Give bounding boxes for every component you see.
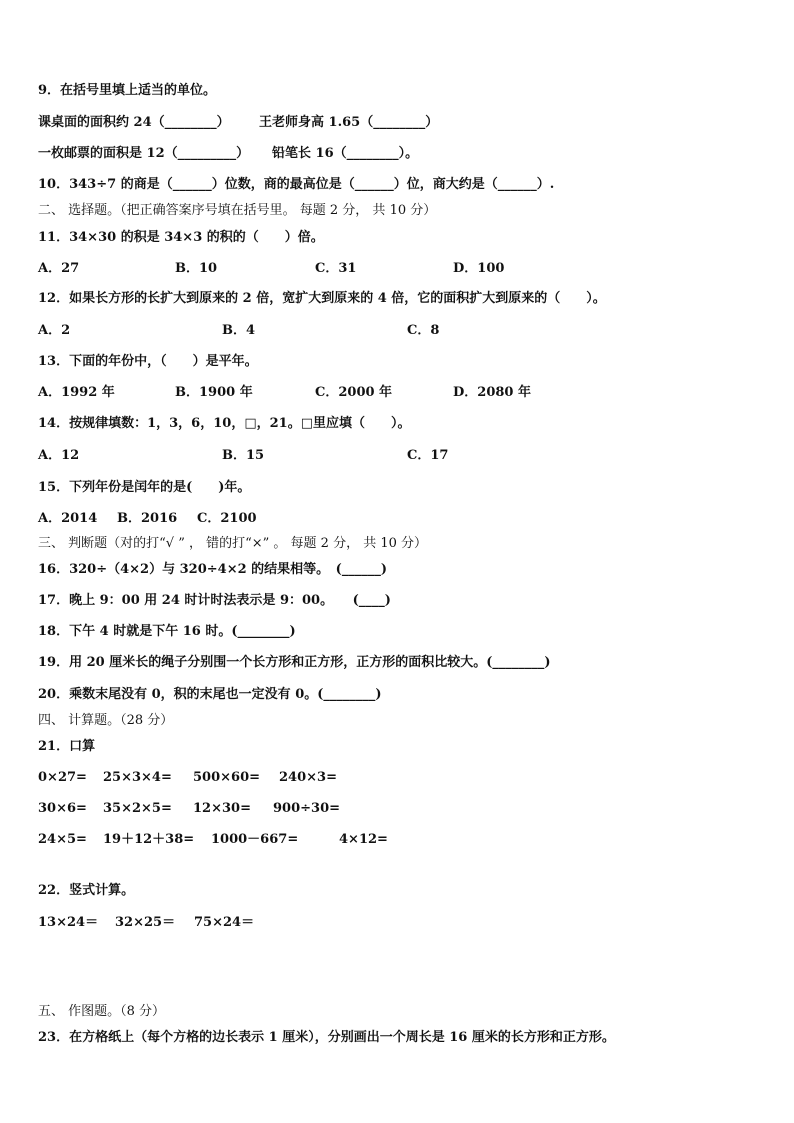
q21-r3-c3: 1000－667= xyxy=(211,832,299,847)
q15-option-a: A．2014 xyxy=(38,511,98,526)
q21-r1-c4: 240×3= xyxy=(279,770,337,785)
q9-title: 9．在括号里填上适当的单位。 xyxy=(38,83,217,98)
q23-question: 23．在方格纸上（每个方格的边长表示 1 厘米），分别画出一个周长是 16 厘米的长方形和正方形。 xyxy=(38,1030,615,1045)
q13-option-c: C．2000 年 xyxy=(315,385,393,400)
q9-item-desk-area: 课桌面的面积约 24（________） xyxy=(38,115,230,130)
q11-option-d: D．100 xyxy=(453,261,505,276)
q9-item-pencil-length: 铅笔长 16（________）。 xyxy=(272,146,419,161)
q21-r3-c1: 24×5= xyxy=(38,832,87,847)
q13-stem: 13．下面的年份中，（ ）是平年。 xyxy=(38,354,258,369)
q21-r2-c2: 35×2×5= xyxy=(103,801,172,816)
q21-r2-c1: 30×6= xyxy=(38,801,87,816)
section-4-heading: 四、 计算题。（28 分） xyxy=(38,713,174,728)
q17-question: 17．晚上 9：00 用 24 时计时法表示是 9：00。 (____) xyxy=(38,593,391,608)
q11-option-a: A．27 xyxy=(38,261,80,276)
q14-option-a: A．12 xyxy=(38,448,80,463)
q15-option-c: C．2100 xyxy=(197,511,257,526)
q13-option-d: D．2080 年 xyxy=(453,385,531,400)
q14-option-c: C．17 xyxy=(407,448,449,463)
q13-option-b: B．1900 年 xyxy=(175,385,253,400)
section-5-heading: 五、 作图题。（8 分） xyxy=(38,1004,166,1019)
q10-question: 10．343÷7 的商是（______）位数，商的最高位是（______）位，商大约是（______）. xyxy=(38,177,555,192)
q11-option-c: C．31 xyxy=(315,261,357,276)
q12-option-c: C．8 xyxy=(407,323,440,338)
q9-item-stamp-area: 一枚邮票的面积是 12（_________） xyxy=(38,146,250,161)
q15-option-b: B．2016 xyxy=(117,511,178,526)
q21-r1-c3: 500×60= xyxy=(193,770,261,785)
q21-r1-c2: 25×3×4= xyxy=(103,770,172,785)
q22-item-3: 75×24＝ xyxy=(194,915,255,930)
q22-item-1: 13×24＝ xyxy=(38,915,99,930)
q13-option-a: A．1992 年 xyxy=(38,385,115,400)
q19-question: 19．用 20 厘米长的绳子分别围一个长方形和正方形，正方形的面积比较大。(________) xyxy=(38,655,551,670)
q22-title: 22．竖式计算。 xyxy=(38,883,135,898)
q22-item-2: 32×25＝ xyxy=(115,915,176,930)
q21-r2-c3: 12×30= xyxy=(193,801,251,816)
q16-question: 16．320÷（4×2）与 320÷4×2 的结果相等。 (______) xyxy=(38,562,387,577)
q21-r2-c4: 900÷30= xyxy=(273,801,341,816)
q11-option-b: B．10 xyxy=(175,261,218,276)
q18-question: 18．下午 4 时就是下午 16 时。(________) xyxy=(38,624,296,639)
q14-option-b: B．15 xyxy=(222,448,265,463)
section-2-heading: 二、 选择题。（把正确答案序号填在括号里。 每题 2 分， 共 10 分） xyxy=(38,203,437,218)
section-3-heading: 三、 判断题（对的打“√ ” ， 错的打“×” 。 每题 2 分， 共 10 分） xyxy=(38,536,428,551)
q21-r3-c4: 4×12= xyxy=(339,832,388,847)
q21-title: 21．口算 xyxy=(38,739,96,754)
q15-stem: 15．下列年份是闰年的是( )年。 xyxy=(38,480,251,495)
q12-option-b: B．4 xyxy=(222,323,256,338)
q20-question: 20．乘数末尾没有 0，积的末尾也一定没有 0。(________) xyxy=(38,687,382,702)
q12-stem: 12．如果长方形的长扩大到原来的 2 倍，宽扩大到原来的 4 倍，它的面积扩大到原来的（ ）。 xyxy=(38,291,606,306)
q14-stem: 14．按规律填数：1，3，6，10，□，21。□里应填（ ）。 xyxy=(38,416,411,431)
q11-stem: 11．34×30 的积是 34×3 的积的（ ）倍。 xyxy=(38,230,324,245)
q21-r3-c2: 19＋12＋38= xyxy=(103,832,195,847)
q12-option-a: A．2 xyxy=(38,323,71,338)
q9-item-teacher-height: 王老师身高 1.65（________） xyxy=(259,115,439,130)
q21-r1-c1: 0×27= xyxy=(38,770,87,785)
